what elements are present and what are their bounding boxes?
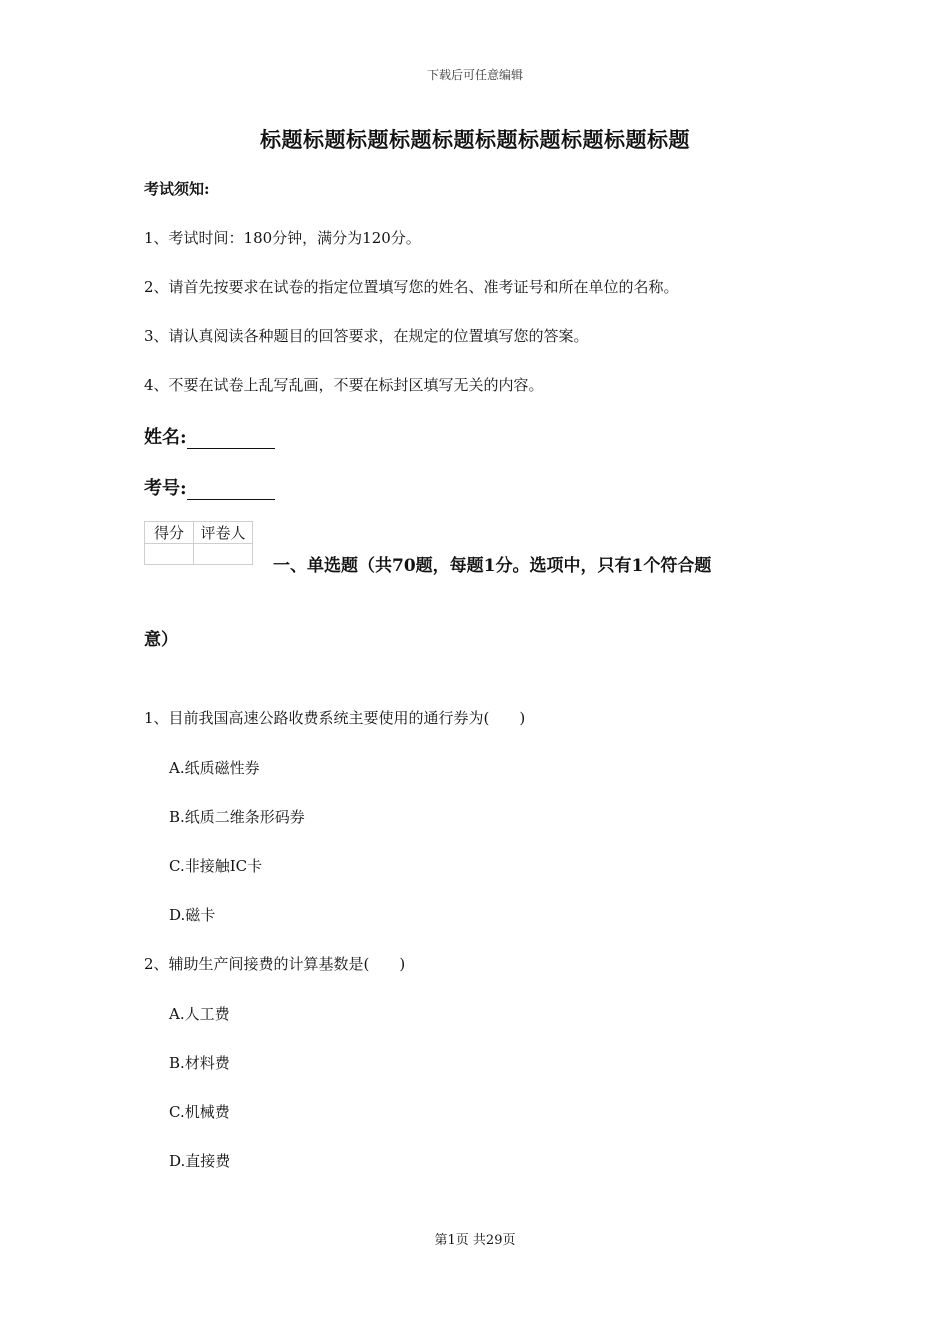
instruction-item: 3、请认真阅读各种题目的回答要求，在规定的位置填写您的答案。 xyxy=(144,327,589,345)
instruction-item: 2、请首先按要求在试卷的指定位置填写您的姓名、准考证号和所在单位的名称。 xyxy=(144,278,679,296)
name-blank[interactable] xyxy=(187,430,275,449)
instructions-heading: 考试须知: xyxy=(144,180,210,198)
option-d[interactable]: D.磁卡 xyxy=(169,906,216,924)
header-note: 下载后可任意编辑 xyxy=(426,68,523,82)
name-field xyxy=(144,423,275,449)
exam-id-blank[interactable] xyxy=(187,481,275,500)
score-table-header-row xyxy=(145,522,253,544)
score-header: 得分 xyxy=(145,522,194,544)
document-title: 标题标题标题标题标题标题标题标题标题标题 xyxy=(260,127,690,152)
option-d[interactable]: D.直接费 xyxy=(169,1152,231,1170)
exam-id-label: 考号: xyxy=(144,478,187,499)
question-text: 1、目前我国高速公路收费系统主要使用的通行券为( ) xyxy=(144,709,526,727)
section-title-line1: 一、单选题（共70题，每题1分。选项中，只有1个符合题 xyxy=(273,556,712,576)
option-c[interactable]: C.非接触IC卡 xyxy=(169,857,263,875)
question-text: 2、辅助生产间接费的计算基数是( ) xyxy=(144,955,406,973)
name-label: 姓名: xyxy=(144,427,187,448)
option-a[interactable]: A.纸质磁性券 xyxy=(169,759,260,777)
option-b[interactable]: B.纸质二维条形码券 xyxy=(169,808,305,826)
instruction-item: 4、不要在试卷上乱写乱画，不要在标封区填写无关的内容。 xyxy=(144,376,544,394)
grader-cell[interactable] xyxy=(194,544,253,565)
score-table xyxy=(144,521,253,565)
exam-id-field xyxy=(144,474,275,500)
score-cell[interactable] xyxy=(145,544,194,565)
page-footer: 第1页 共29页 xyxy=(434,1233,516,1248)
option-b[interactable]: B.材料费 xyxy=(169,1054,230,1072)
instruction-item: 1、考试时间：180分钟，满分为120分。 xyxy=(144,229,421,247)
score-table-input-row xyxy=(145,544,253,565)
option-c[interactable]: C.机械费 xyxy=(169,1103,230,1121)
option-a[interactable]: A.人工费 xyxy=(169,1005,230,1023)
grader-header: 评卷人 xyxy=(194,522,253,544)
section-title-line2: 意） xyxy=(144,630,178,650)
